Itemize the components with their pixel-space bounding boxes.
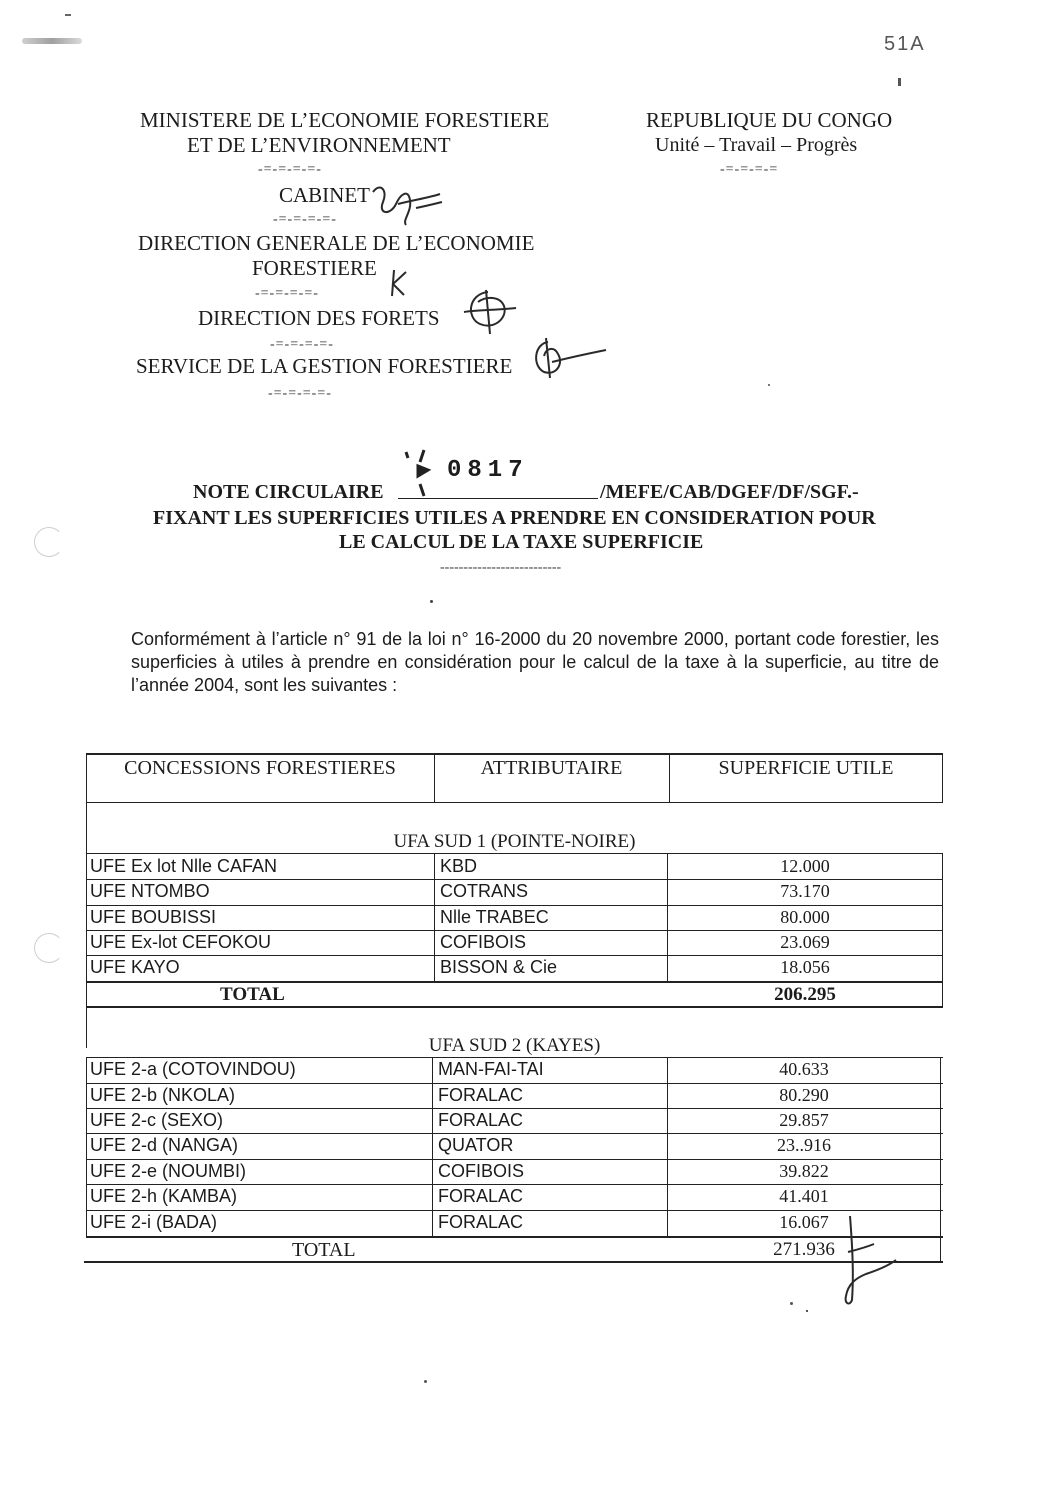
table-row <box>0 1059 1060 1083</box>
superficie-cell: 16.067 <box>779 1212 829 1232</box>
table-border <box>84 1261 943 1263</box>
attributaire-cell: FORALAC <box>438 1085 524 1105</box>
table-border <box>86 853 943 854</box>
table-border <box>86 905 943 906</box>
superficie-cell: 23..916 <box>777 1135 831 1155</box>
table-border <box>667 853 668 981</box>
column-header-superficie: SUPERFICIE UTILE <box>718 757 894 779</box>
ministry-line2: ET DE L’ENVIRONNEMENT <box>187 133 451 157</box>
corner-mark: 51A <box>884 33 926 55</box>
table-border <box>86 1210 943 1211</box>
separator: -=-=-=-=- <box>258 162 322 177</box>
attributaire-cell: FORALAC <box>438 1186 524 1206</box>
separator: -=-=-=-=- <box>255 286 319 301</box>
direction-forets: DIRECTION DES FORETS <box>198 306 440 330</box>
attributaire-cell: COTRANS <box>440 881 529 901</box>
total-label: TOTAL <box>220 984 285 1005</box>
attributaire-cell: BISSON & Cie <box>440 957 558 977</box>
national-motto: Unité – Travail – Progrès <box>655 134 858 156</box>
note-subject-line2: LE CALCUL DE LA TAXE SUPERFICIE <box>339 531 704 553</box>
attributaire-cell: QUATOR <box>438 1135 514 1155</box>
scan-smudge <box>22 38 82 44</box>
handwritten-initial-k <box>386 268 410 298</box>
attributaire-cell: COFIBOIS <box>438 1161 525 1181</box>
table-border <box>942 753 943 803</box>
concession-cell: UFE 2-a (COTOVINDOU) <box>90 1059 296 1079</box>
superficie-cell: 41.401 <box>779 1186 829 1206</box>
table-row <box>0 957 1060 981</box>
cabinet-initials-signature <box>368 180 448 230</box>
attributaire-cell: FORALAC <box>438 1110 524 1130</box>
superficie-cell: 18.056 <box>780 957 830 977</box>
concession-cell: UFE 2-c (SEXO) <box>90 1110 224 1130</box>
note-number-underline <box>398 498 598 499</box>
binder-hole <box>34 527 64 557</box>
table-border <box>86 981 943 983</box>
stray-mark <box>806 1310 808 1312</box>
column-header-attributaire: ATTRIBUTAIRE <box>480 757 623 779</box>
concession-cell: UFE Ex-lot CEFOKOU <box>90 932 272 952</box>
title-underline: -------------------------- <box>440 560 562 575</box>
attributaire-cell: COFIBOIS <box>440 932 527 952</box>
attributaire-cell: KBD <box>440 856 478 876</box>
table-row <box>0 907 1060 931</box>
table-row <box>0 1085 1060 1109</box>
table-border <box>942 853 943 1008</box>
concession-cell: UFE 2-i (BADA) <box>90 1212 218 1232</box>
concession-cell: UFE Ex lot Nlle CAFAN <box>90 856 278 876</box>
concession-cell: UFE 2-e (NOUMBI) <box>90 1161 247 1181</box>
note-subject-line1: FIXANT LES SUPERFICIES UTILES A PRENDRE EN CONSIDERATION POUR <box>153 507 876 529</box>
table-row <box>0 856 1060 880</box>
section-title-ufa-sud-2: UFA SUD 2 (KAYES) <box>428 1035 601 1056</box>
table-border <box>669 753 670 803</box>
stray-mark <box>424 1380 427 1383</box>
attributaire-cell: Nlle TRABEC <box>440 907 549 927</box>
table-border <box>86 802 943 803</box>
approval-signature <box>834 1212 904 1308</box>
table-border <box>86 1159 943 1160</box>
country-name: REPUBLIQUE DU CONGO <box>646 108 893 132</box>
concession-cell: UFE BOUBISSI <box>90 907 217 927</box>
table-border <box>432 1057 433 1237</box>
concession-cell: UFE NTOMBO <box>90 881 210 901</box>
total-value: 206.295 <box>774 984 836 1005</box>
separator: -=-=-=-=- <box>268 386 332 401</box>
superficie-cell: 12.000 <box>780 856 830 876</box>
attributaire-cell: MAN-FAI-TAI <box>438 1059 544 1079</box>
superficie-cell: 39.822 <box>779 1161 829 1181</box>
table-border <box>940 1057 941 1263</box>
concession-cell: UFE KAYO <box>90 957 180 977</box>
table-border <box>86 1236 943 1238</box>
superficie-cell: 23.069 <box>780 932 830 952</box>
ministry-line1: MINISTERE DE L’ECONOMIE FORESTIERE <box>140 108 550 132</box>
table-border <box>86 1108 943 1109</box>
table-row <box>0 1135 1060 1159</box>
concession-cell: UFE 2-d (NANGA) <box>90 1135 239 1155</box>
stray-mark <box>430 600 433 603</box>
direction-forets-initials-signature <box>458 288 520 336</box>
table-border <box>86 1184 943 1185</box>
table-row <box>0 881 1060 905</box>
binder-hole <box>34 933 64 963</box>
table-border <box>434 753 435 803</box>
note-label: NOTE CIRCULAIRE <box>193 481 384 503</box>
table-row <box>0 1161 1060 1185</box>
service-initials-signature <box>528 336 610 380</box>
superficie-cell: 73.170 <box>780 881 830 901</box>
note-number: 0817 <box>447 457 529 484</box>
separator: -=-=-=-=- <box>270 337 334 352</box>
table-border <box>86 753 943 755</box>
table-border <box>86 1057 943 1058</box>
scan-dot <box>65 14 71 16</box>
direction-generale-line1: DIRECTION GENERALE DE L’ECONOMIE <box>138 231 535 255</box>
stamp-mark <box>400 448 434 498</box>
concession-cell: UFE 2-h (KAMBA) <box>90 1186 238 1206</box>
cabinet-label: CABINET <box>279 183 370 207</box>
stray-mark <box>898 78 901 86</box>
table-border <box>434 853 435 981</box>
column-header-concessions: CONCESSIONS FORESTIERES <box>124 757 396 779</box>
table-border <box>86 1057 87 1237</box>
table-border <box>86 879 943 880</box>
stray-mark <box>790 1302 793 1305</box>
direction-generale-line2: FORESTIERE <box>252 256 377 280</box>
table-border <box>86 1006 943 1008</box>
table-border <box>86 955 943 956</box>
table-border <box>86 753 87 1048</box>
superficie-cell: 80.290 <box>779 1085 829 1105</box>
table-row <box>0 1186 1060 1210</box>
total-label: TOTAL <box>292 1239 356 1261</box>
table-border <box>86 1083 943 1084</box>
table-border <box>86 1133 943 1134</box>
table-row <box>0 1110 1060 1134</box>
body-paragraph: Conformément à l’article n° 91 de la loi n° 16-2000 du 20 novembre 2000, portant code forestier, les superficies à utiles à prendre en considération pour le calcul de la taxe à la superficie, au titre de l’année 2004, sont les suivantes : <box>131 629 939 695</box>
superficie-cell: 40.633 <box>779 1059 829 1079</box>
table-row <box>0 932 1060 956</box>
total-value: 271.936 <box>773 1239 835 1260</box>
stray-mark <box>768 384 770 386</box>
superficie-cell: 29.857 <box>779 1110 829 1130</box>
service-gestion-forestiere: SERVICE DE LA GESTION FORESTIERE <box>136 354 513 378</box>
table-border <box>86 930 943 931</box>
concession-cell: UFE 2-b (NKOLA) <box>90 1085 236 1105</box>
superficie-cell: 80.000 <box>780 907 830 927</box>
section-title-ufa-sud-1: UFA SUD 1 (POINTE-NOIRE) <box>393 831 636 852</box>
note-reference: /MEFE/CAB/DGEF/DF/SGF.- <box>600 481 859 503</box>
attributaire-cell: FORALAC <box>438 1212 524 1232</box>
separator: -=-=-=-= <box>720 162 779 177</box>
table-border <box>667 1057 668 1237</box>
separator: -=-=-=-=- <box>273 212 337 227</box>
